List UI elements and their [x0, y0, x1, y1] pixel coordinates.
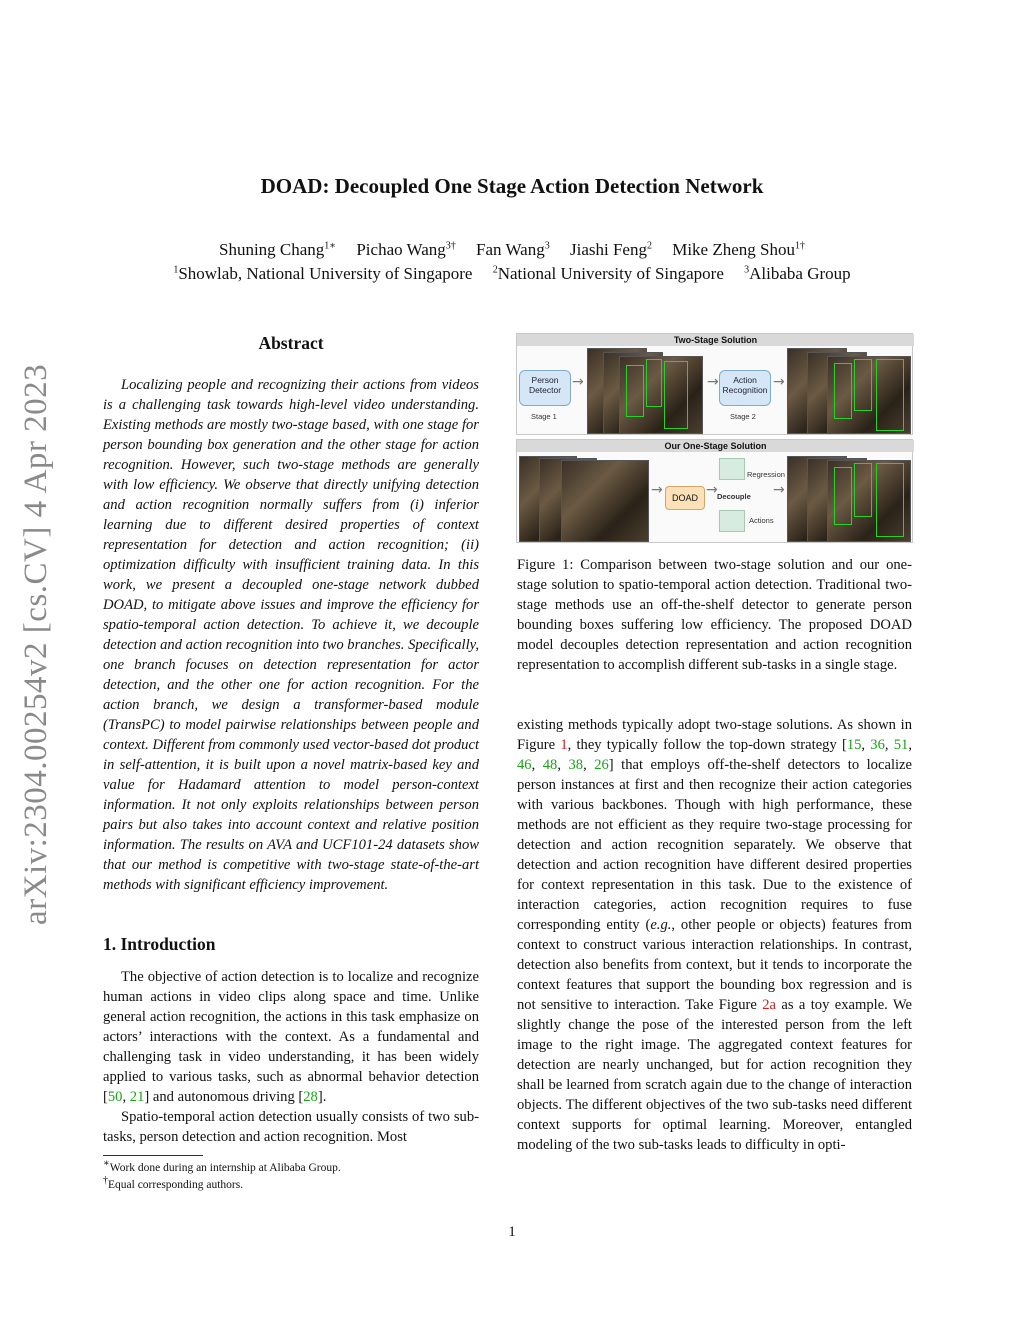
two-stage-panel [516, 333, 913, 435]
feature-cube [719, 510, 745, 532]
introduction-text [103, 967, 479, 1147]
citation-link[interactable]: 36 [870, 737, 885, 753]
affiliation-list [0, 264, 1024, 284]
affiliation: $^1$Showlab, National University of Singapore [173, 264, 473, 283]
paragraph: The objective of action detection is to localize and recognize human actions in video clips along space and time. Unlike general action recognition, the actions in this task emphasize on actors’ interactions with the context. As a fundamental and challenging task in video understanding, it has been widely applied to various tasks, such as abnormal behavior detection [50, 21] and autonomous driving [28]. [103, 969, 479, 1105]
video-frame [827, 356, 911, 434]
arxiv-stamp: arXiv:2304.00254v2 [cs.CV] 4 Apr 2023 [18, 363, 54, 925]
section-heading-introduction: 1. Introduction [103, 934, 216, 954]
action-recognition-box: Action Recognition [719, 370, 771, 406]
video-frame [561, 460, 649, 542]
bounding-box [834, 363, 852, 419]
doad-box: DOAD [665, 486, 705, 510]
author: Pichao Wang$^{3\dagger}$ [356, 240, 456, 259]
author: Mike Zheng Shou$^{1\dagger}$ [672, 240, 805, 259]
figure-1 [516, 333, 913, 543]
arrow-icon: → [773, 374, 785, 390]
figure-caption: Figure 1: Comparison between two-stage solution and our one-stage solution to spatio-temporal action detection. Traditional two-stage methods use an off-the-shelf detector to generate person bounding boxes suffering low efficiency. The proposed DOAD model decouples detection representation and action recognition representation to accomplish different sub-tasks in a single stage. [517, 557, 912, 673]
abstract-heading: Abstract [258, 333, 324, 353]
bounding-box [854, 359, 872, 411]
citation-link[interactable]: 26 [594, 757, 609, 773]
page-number: 1 [508, 1224, 516, 1240]
footnotes [103, 1160, 341, 1194]
abstract-text: Localizing people and recognizing their actions from videos is a challenging task towards high-level video understanding. Existing methods are mostly two-stage based, with one stage for person bounding box generation and the other stage for action recognition. However, such two-stage methods are generally with low efficiency. We observe that directly unifying detection and action recognition normally suffers from (i) inferior learning due to different desired properties of context representation for detection and action recognition; (ii) optimization difficulty with insufficient training data. In this work, we present a decoupled one-stage network dubbed DOAD, to mitigate above issues and improve the efficiency for spatio-temporal action detection. To achieve it, we decouple detection and action recognition into two branches. Specifically, one branch focuses on detection representation for actor detection, and the other one for action recognition. For the action branch, we design a transformer-based module (TransPC) to model pairwise relationships between people and context. Different from commonly used vector-based dot product in self-attention, it is built upon a novel matrix-based key and value for Hadamard attention to model person-context information. It not only exploits relationships between person pairs but also takes into account context and relative position information. The results on AVA and UCF101-24 datasets show that our method is competitive with two-stage state-of-the-art methods with significant efficiency improvement. [103, 377, 479, 893]
citation-link[interactable]: 51 [893, 737, 909, 753]
regression-label: Regression [747, 470, 785, 479]
video-frame [619, 356, 703, 434]
affiliation: $^3$Alibaba Group [744, 264, 851, 283]
citation-link[interactable]: 21 [129, 1089, 145, 1105]
arrow-icon: → [707, 374, 719, 390]
footnote-rule [103, 1155, 203, 1156]
citation-link[interactable]: 28 [303, 1089, 318, 1105]
footnote: ∗Work done during an internship at Alibaba Group. [103, 1158, 341, 1174]
author-list [0, 240, 1024, 260]
feature-cube [719, 458, 745, 480]
arrow-icon: → [572, 374, 584, 390]
paper-title: DOAD: Decoupled One Stage Action Detection Network [260, 174, 764, 198]
introduction-text-continued: existing methods typically adopt two-stage solutions. As shown in Figure 1, they typically follow the top-down strategy [15, 36, 51, 46, 48, 38, 26] that employs off-the-shelf detectors to localize person instances at first and then recognize their action categories with various backbones. Though with high performance, these methods are not efficient as they require two-stage processing for detection and action recognition separately. We observe that detection and action recognition have different desired properties for context representation in this task. Due to the existence of interaction categories, action recognition requires to fuse corresponding entity (e.g., other people or objects) features from context to construct various interaction relationships. In contrast, detection also benefits from context, but it tends to incorporate the context features that support the bounding box regression and is not sensitive to interaction. Take Figure 2a as a toy example. We slightly change the pose of the interested person from the left image to the right image. The aggregated context features for detection are nearly unchanged, but for action recognition they shall be learned from scratch again due to the change of interaction objects. The different objectives of the two sub-tasks need different context supports for optimal learning. Moreover, entangled modeling of the two sub-tasks leads to difficulty in opti- [517, 717, 913, 1153]
figure-ref-link[interactable]: 1 [560, 737, 568, 753]
citation-link[interactable]: 15 [846, 737, 862, 753]
figure-ref-link[interactable]: 2a [762, 997, 777, 1013]
person-detector-box: Person Detector [519, 370, 571, 406]
bounding-box [664, 361, 688, 429]
stage-label: Stage 2 [730, 412, 756, 421]
bounding-box [646, 359, 662, 407]
affiliation: $^2$National University of Singapore [492, 264, 724, 283]
arrow-icon: → [651, 482, 663, 498]
footnote: †Equal corresponding authors. [103, 1175, 244, 1191]
panel-title: Two-Stage Solution [517, 334, 914, 346]
panel-title: Our One-Stage Solution [517, 440, 914, 452]
bounding-box [834, 467, 852, 525]
citation-link[interactable]: 46 [517, 757, 532, 773]
paragraph: Spatio-temporal action detection usually consists of two sub-tasks, person detection and action recognition. Most [103, 1109, 479, 1145]
video-frame [827, 460, 911, 542]
author: Shuning Chang$^{1∗}$ [218, 240, 337, 259]
arrow-icon: → [773, 482, 785, 498]
bounding-box [626, 365, 644, 417]
bounding-box [876, 359, 904, 431]
citation-link[interactable]: 48 [542, 757, 558, 773]
author: Jiashi Feng$^2$ [569, 240, 652, 259]
bounding-box [854, 463, 872, 517]
citation-link[interactable]: 38 [568, 757, 584, 773]
citation-link[interactable]: 50 [107, 1089, 123, 1105]
arrow-icon: → [706, 482, 718, 498]
decouple-label: Decouple [717, 492, 751, 501]
bounding-box [876, 463, 904, 537]
stage-label: Stage 1 [531, 412, 557, 421]
one-stage-panel [516, 439, 913, 543]
author: Fan Wang$^3$ [476, 240, 550, 259]
actions-label: Actions [749, 516, 774, 525]
